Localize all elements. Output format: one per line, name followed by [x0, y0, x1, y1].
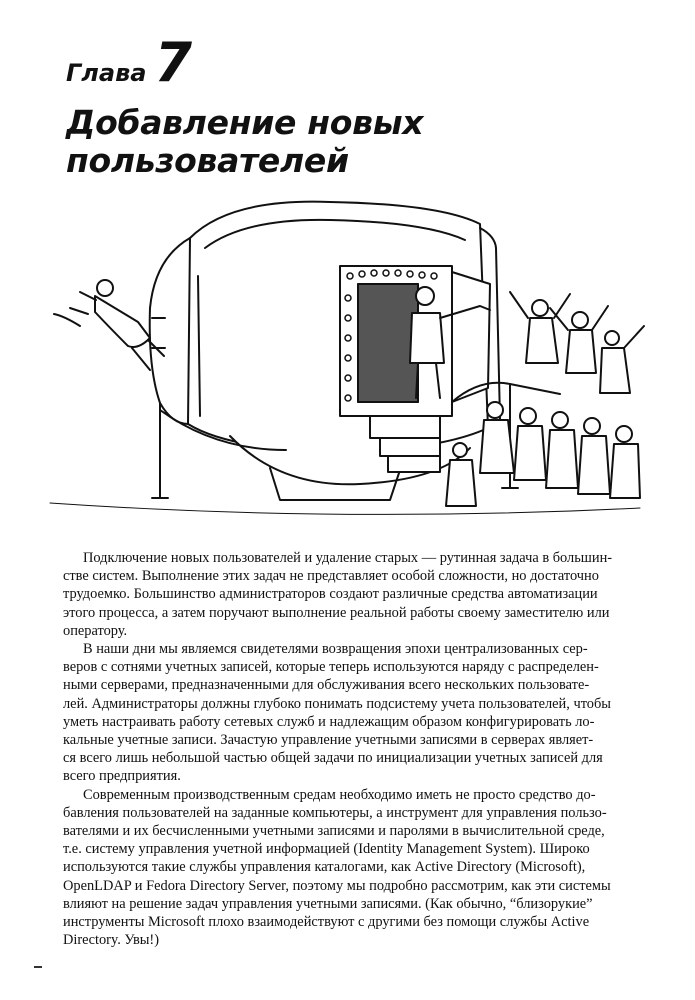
text-line: инструменты Microsoft плохо взаимодействуют с другими без помощи службы Active — [63, 914, 590, 931]
text-line: оператору. — [63, 622, 128, 639]
chapter-title — [66, 104, 586, 180]
text-line: вателями и их бесчисленными учетными записями и паролями в вычислительной среде, — [63, 823, 605, 840]
text-line: Directory. Увы!) — [63, 932, 160, 949]
footer-mark — [34, 966, 42, 968]
text-line: всего предприятия. — [63, 768, 181, 785]
chapter-number: 7 — [154, 31, 193, 94]
chapter-title-line: пользователей — [66, 141, 349, 180]
text-line: используются такие службы управления каталогами, как Active Directory (Microsoft), — [63, 859, 586, 876]
text-line: ся всего лишь небольшой частью общей задачи по инициализации учетных записей для — [63, 750, 603, 767]
cartoon-computer-monitor-crowd-illustration — [40, 188, 650, 523]
body-text — [63, 549, 641, 949]
text-line: бавления пользователей на заданные компьютеры, а инструмент для управления пользо- — [63, 804, 607, 821]
text-line: стве систем. Выполнение этих задач не представляет особой сложности, но достаточно — [63, 568, 599, 585]
chapter-word: Глава — [66, 59, 147, 87]
text-line: т.е. систему управления учетной информацией (Identity Management System). Широко — [63, 841, 590, 858]
text-line: Подключение новых пользователей и удаление старых — рутинная задача в большин- — [83, 550, 613, 566]
text-line: OpenLDAP и Fedora Directory Server, поэтому мы подробно рассмотрим, как эти системы — [63, 877, 611, 894]
text-line: уметь настраивать работу сетевых служб и надлежащим образом конфигурировать ло- — [63, 713, 595, 730]
text-line: лей. Администраторы должны глубоко понимать подсистему учета пользователей, чтобы — [63, 695, 611, 712]
text-line: этого процесса, а затем поручают выполнение реальной работы своему заместителю или — [63, 604, 610, 621]
paragraph — [63, 640, 641, 786]
paragraph — [63, 786, 641, 950]
paragraph — [63, 549, 641, 640]
text-line: Современным производственным средам необходимо иметь не просто средство до- — [83, 786, 596, 803]
text-line: трудоемко. Большинство администраторов создают различные средства автоматизации — [63, 586, 598, 603]
text-line: ными серверами, предназначенными для обслуживания всего нескольких пользовате- — [63, 677, 590, 694]
text-line: влияют на решение задач управления учетными записями. (Как обычно, “близорукие” — [63, 895, 593, 912]
chapter-title-line: Добавление новых — [66, 103, 424, 142]
chapter-label — [66, 31, 193, 94]
text-line: кальные учетные записи. Зачастую управление учетными записями в серверах являет- — [63, 732, 594, 749]
text-line: В наши дни мы являемся свидетелями возвращения эпохи централизованных сер- — [83, 641, 588, 658]
text-line: веров с сотнями учетных записей, которые теперь используются наряду с распределен- — [63, 659, 599, 676]
